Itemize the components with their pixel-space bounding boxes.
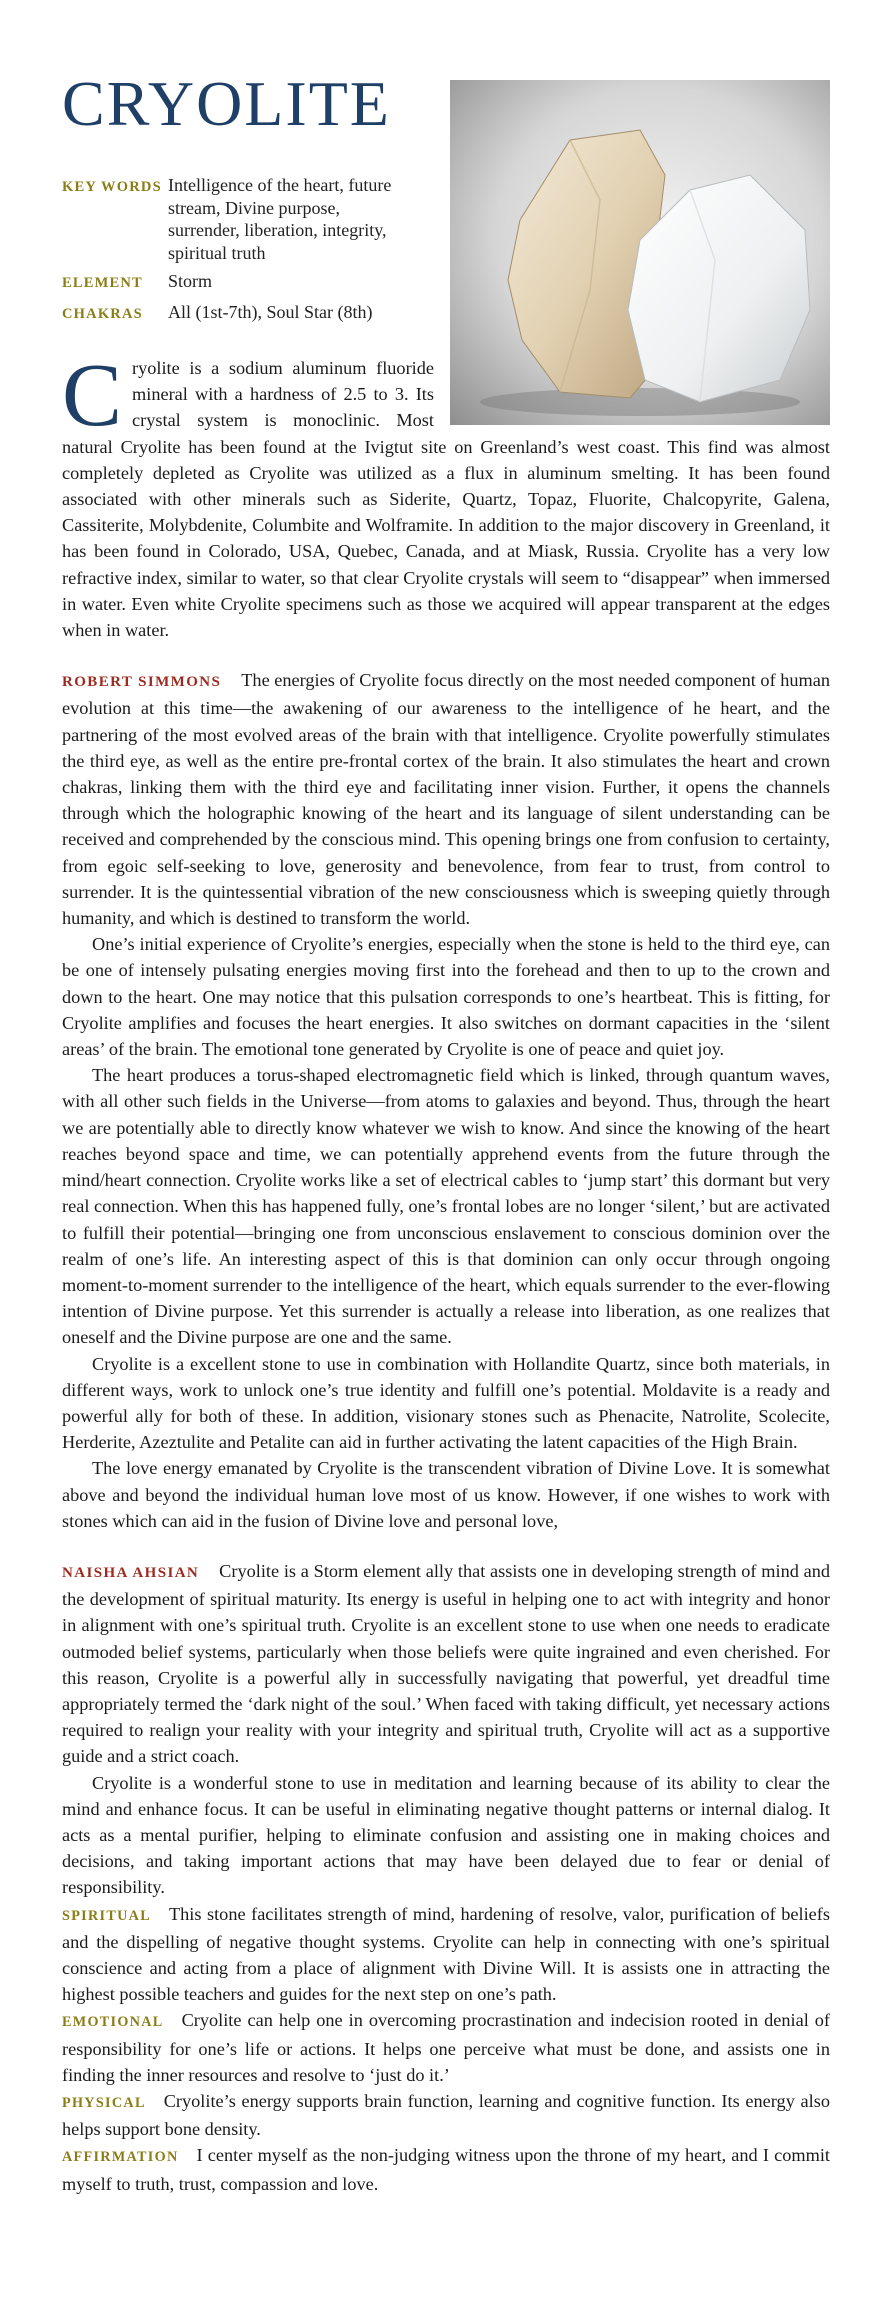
author-naisha-ahsian: NAISHA AHSIAN bbox=[62, 1564, 200, 1581]
article-body bbox=[62, 346, 831, 2197]
page-title: CRYOLITE bbox=[62, 68, 391, 139]
keywords-row bbox=[62, 174, 402, 264]
simmons-paragraph-5: The love energy emanated by Cryolite is the transcendent vibration of Divine Love. It is somewhat above and beyond the individual human love most of us know. However, if one wishes to work with stones which can aid in the fusion of Divine love and personal love, bbox=[62, 1458, 830, 1531]
chakras-label: CHAKRAS bbox=[62, 305, 143, 322]
chakras-value: All (1st-7th), Soul Star (8th) bbox=[168, 301, 373, 322]
element-row bbox=[62, 270, 402, 295]
emotional-text: Cryolite can help one in overcoming procrastination and indecision rooted in denial of responsibility for one’s life or actions. It helps one perceive what must be done, and assists one in finding the inner resources and resolve to ‘just do it.’ bbox=[62, 2010, 830, 2085]
ahsian-text-1: Cryolite is a Storm element ally that assists one in developing strength of mind and the development of spiritual maturity. Its energy is useful in helping one to act with integrity and honor in alignment with one’s spiritual truth. Cryolite is an excellent stone to use when one needs to eradicate outmoded belief systems, particularly when those beliefs were quite ingrained and even cherished. For this reason, Cryolite is a powerful ally in successfully navigating that powerful, yet dreadful time appropriately termed the ‘dark night of the soul.’ When faced with taking difficult, yet necessary actions required to realign your reality with your integrity and spiritual truth, Cryolite will act as a supportive guide and a strict coach. bbox=[62, 1560, 831, 1767]
ahsian-paragraph-2: Cryolite is a wonderful stone to use in meditation and learning because of its ability to clear the mind and enhance focus. It can be useful in eliminating negative thought patterns or internal dialog. It acts as a mental purifier, helping to eliminate confusion and assisting one in making choices and decisions, and taking important actions that may have been delayed due to fear or denial of responsibility. bbox=[62, 1772, 830, 1898]
simmons-text-1: The energies of Cryolite focus directly on the most needed component of human evolution at this time—the awakening of our awareness to the intelligence of he heart, and the partnering of the most evolved areas of the brain with that intelligence. Cryolite powerfully stimulates the third eye, as well as the entire pre-frontal cortex of the brain. It also stimulates the heart and crown chakras, linking them with the third eye and facilitating inner vision. Further, it opens the channels through which the holographic knowing of the heart and its language of silent understanding can be received and comprehended by the conscious mind. This opening brings one from confusion to certainty, from egoic self-seeking to love, generosity and benevolence, from fear to trust, from control to surrender. It is the quintessential vibration of the new consciousness which is sweeping quietly through humanity, and which is destined to transform the world. bbox=[62, 670, 831, 929]
affirmation-paragraph bbox=[62, 2142, 830, 2196]
physical-text: Cryolite’s energy supports brain function, learning and cognitive function. Its energy also helps support bone density. bbox=[62, 2091, 830, 2140]
spiritual-paragraph bbox=[62, 1901, 830, 2008]
drop-cap: C bbox=[62, 346, 123, 445]
simmons-paragraph-1 bbox=[62, 667, 830, 931]
physical-label: PHYSICAL bbox=[62, 2095, 146, 2111]
physical-paragraph bbox=[62, 2088, 830, 2142]
author-robert-simmons: ROBERT SIMMONS bbox=[62, 674, 222, 691]
element-value: Storm bbox=[168, 271, 213, 291]
spiritual-label: SPIRITUAL bbox=[62, 1907, 151, 1924]
spiritual-text: This stone facilitates strength of mind, hardening of resolve, valor, purification of beliefs and the dispelling of negative thought systems. Cryolite can help in connecting with one’s spiritual conscience and acting from a place of alignment with Divine Will. It is assists one in attracting the highest possible teachers and guides for the next step on one’s path. bbox=[62, 1903, 830, 2005]
simmons-paragraph-4: Cryolite is a excellent stone to use in combination with Hollandite Quartz, since both materials, in different ways, work to unlock one’s true identity and fulfill one’s potential. Moldavite is a ready and powerful ally for both of these. In addition, visionary stones such as Phenacite, Natrolite, Scolecite, Herderite, Azeztulite and Petalite can aid in further activating the latent capacities of the High Brain. bbox=[62, 1353, 830, 1453]
simmons-paragraph-2: One’s initial experience of Cryolite’s energies, especially when the stone is held to the third eye, can be one of intensely pulsating energies moving first into the forehead and then to up to the crown and down to the heart. One may notice that this pulsation corresponds to one’s heartbeat. This is fitting, for Cryolite amplifies and focuses the heart energies. It also switches on dormant capacities in the ‘silent areas’ of the brain. The emotional tone generated by Cryolite is one of peace and quiet joy. bbox=[62, 934, 830, 1060]
affirmation-text: I center myself as the non-judging witness upon the throne of my heart, and I commit myself to truth, trust, compassion and love. bbox=[62, 2145, 830, 2194]
chakras-row bbox=[62, 301, 402, 326]
stone-meta bbox=[62, 174, 402, 331]
keywords-label: KEY WORDS bbox=[62, 179, 162, 195]
ahsian-paragraph-1 bbox=[62, 1558, 830, 1770]
simmons-paragraph-3: The heart produces a torus-shaped electromagnetic field which is linked, through quantum waves, with all other such fields in the Universe—from atoms to galaxies and beyond. Thus, through the heart we are potentially able to directly know whatever we wish to know. And since the knowing of the heart reaches beyond space and time, we can potentially apprehend events from the future through the mind/heart connection. Cryolite works like a set of electrical cables to ‘jump start’ this dormant but very real connection. When this has happened fully, one’s frontal lobes are no longer ‘silent,’ but are activated to fulfill their potential—bringing one from unconscious enslavement to conscious dominion over the realm of one’s life. An interesting aspect of this is that dominion can only occur through ongoing moment-to-moment surrender to the intelligence of the heart, which equals surrender to the ever-flowing intention of Divine purpose. Yet this surrender is actually a release into liberation, as one realizes that oneself and the Divine purpose are one and the same. bbox=[62, 1065, 830, 1348]
intro-text: ryolite is a sodium aluminum fluoride mineral with a hardness of 2.5 to 3. Its crystal system is monoclinic. Most natural Cryolite has been found at the Ivigtut site on Greenland’s west coast. This find was almost completely depleted as Cryolite was utilized as a flux in aluminum smelting. It has been found associated with other minerals such as Siderite, Quartz, Topaz, Fluorite, Chalcopyrite, Galena, Cassiterite, Molybdenite, Columbite and Wolframite. In addition to the major discovery in Greenland, it has been found in Colorado, USA, Quebec, Canada, and at Miask, Russia. Cryolite has a very low refractive index, similar to water, so that clear Cryolite crystals will seem to “disappear” when immersed in water. Even white Cryolite specimens such as those we acquired will appear transparent at the edges when in water. bbox=[62, 358, 830, 641]
element-label: ELEMENT bbox=[62, 275, 143, 291]
affirmation-label: AFFIRMATION bbox=[62, 2149, 179, 2166]
emotional-label: EMOTIONAL bbox=[62, 2014, 164, 2031]
keywords-value: Intelligence of the heart, future stream, Divine purpose, surrender, liberation, integrity, spiritual truth bbox=[168, 175, 392, 263]
emotional-paragraph bbox=[62, 2007, 830, 2088]
photo-spacer bbox=[434, 355, 830, 429]
